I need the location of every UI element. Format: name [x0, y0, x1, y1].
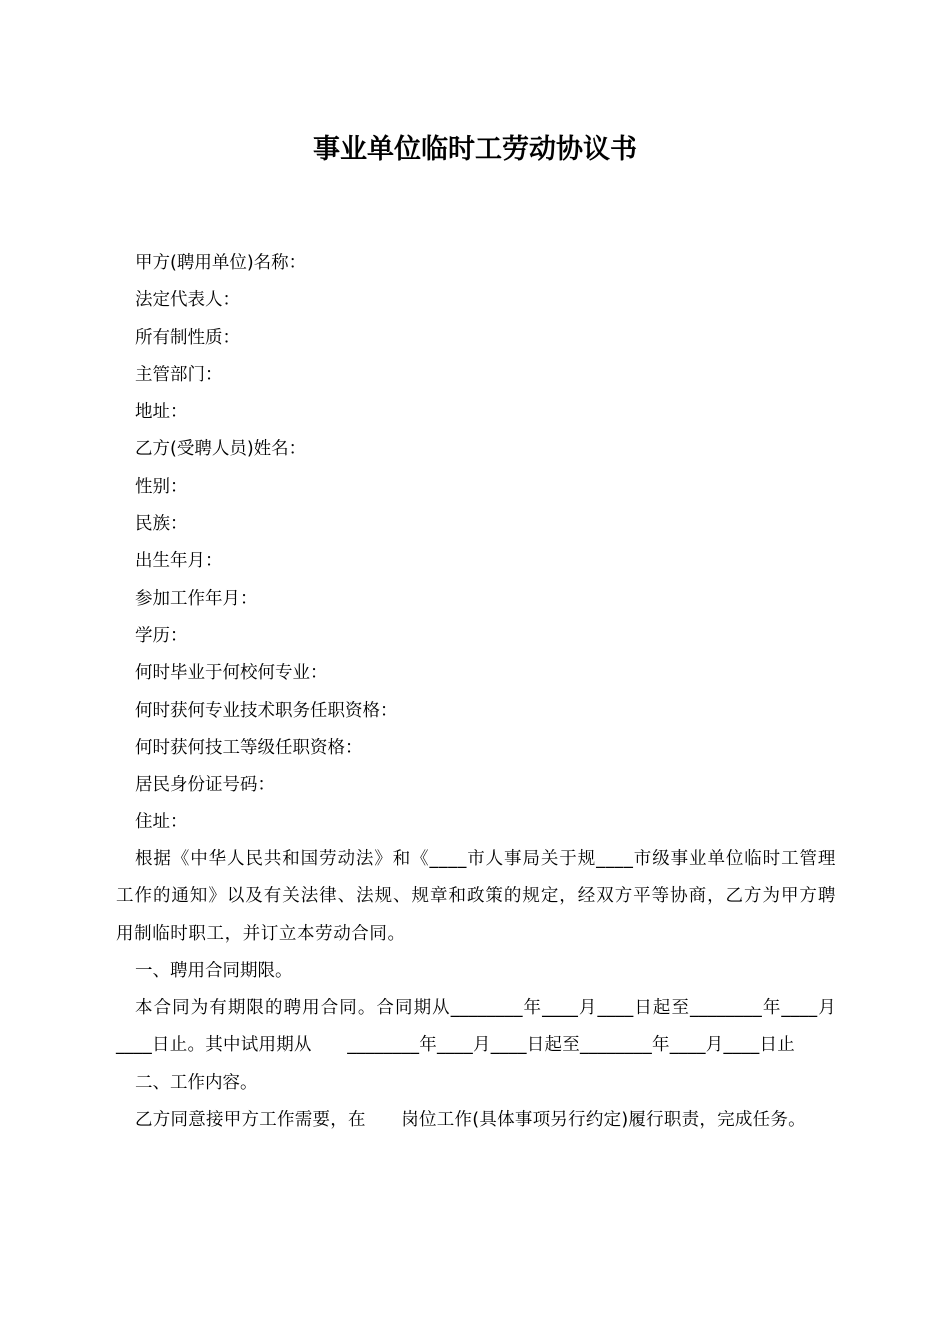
field-id-number: 居民身份证号码： — [135, 775, 275, 796]
field-employee-address: 住址： — [135, 812, 188, 833]
field-work-start-date: 参加工作年月： — [135, 588, 258, 609]
contract-body — [116, 841, 836, 1139]
field-graduation: 何时毕业于何校何专业： — [135, 663, 328, 684]
document-title: 事业单位临时工劳动协议书 — [313, 134, 637, 165]
party-info-list — [135, 245, 835, 842]
field-legal-representative: 法定代表人： — [135, 290, 240, 311]
field-employer-address: 地址： — [135, 402, 188, 423]
intro-paragraph: 根据《中华人民共和国劳动法》和《____市人事局关于规____市级事业单位临时工管理工作的通知》以及有关法律、法规、规章和政策的规定，经双方平等协商，乙方为甲方聘用制临时职工，并订立本劳动合同。 — [116, 849, 836, 944]
field-ethnicity: 民族： — [135, 514, 188, 535]
field-education: 学历： — [135, 625, 188, 646]
field-professional-title: 何时获何专业技术职务任职资格： — [135, 700, 398, 721]
field-technician-grade: 何时获何技工等级任职资格： — [135, 737, 363, 758]
field-ownership-type: 所有制性质： — [135, 327, 240, 348]
field-employer-name: 甲方(聘用单位)名称： — [135, 253, 307, 273]
field-employee-name: 乙方(受聘人员)姓名： — [135, 439, 307, 460]
section-2-paragraph: 乙方同意接甲方工作需要，在 岗位工作(具体事项另行约定)履行职责，完成任务。 — [135, 1110, 806, 1131]
field-gender: 性别： — [135, 476, 188, 497]
section-1-heading: 一、聘用合同期限。 — [135, 960, 293, 981]
field-supervising-department: 主管部门： — [135, 364, 223, 385]
section-1-paragraph: 本合同为有期限的聘用合同。合同期从________年____月____日起至________年____月____日止。其中试用期从 ________年____月____日起至________年____月____日止 — [116, 998, 836, 1056]
field-birth-date: 出生年月： — [135, 551, 223, 572]
section-2-heading: 二、工作内容。 — [135, 1072, 258, 1093]
